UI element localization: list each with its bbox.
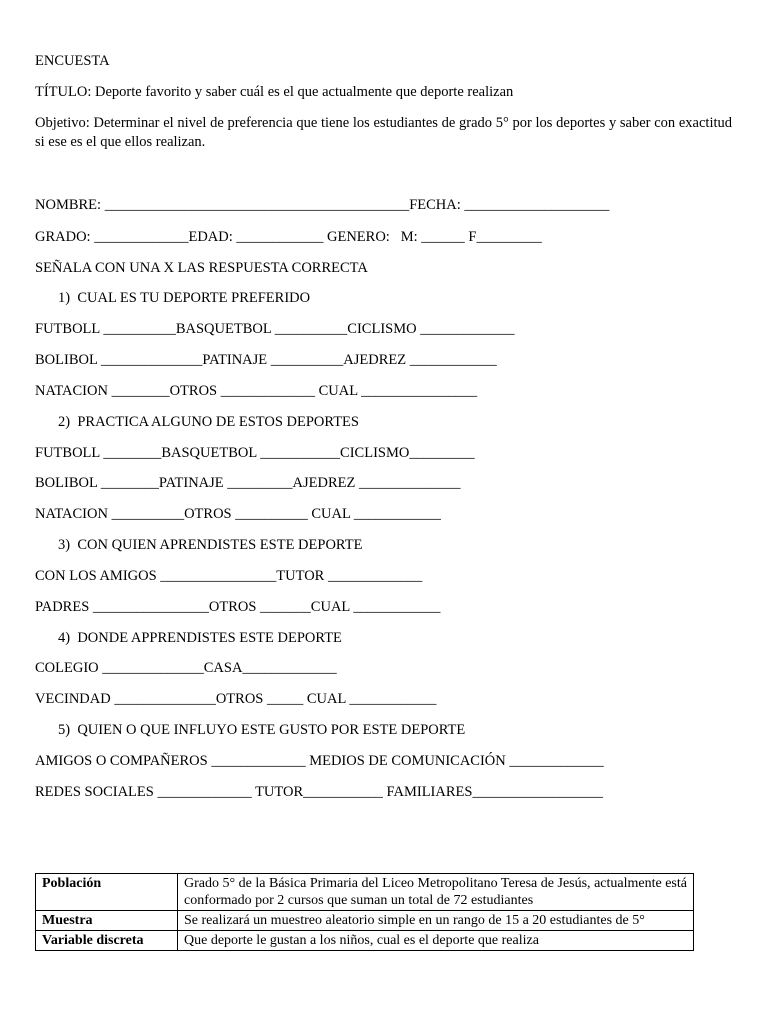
table-row — [36, 911, 694, 931]
row-label: Variable discreta — [36, 931, 178, 951]
table-row — [36, 874, 694, 911]
question-4-options-row[interactable]: VECINDAD ______________OTROS _____ CUAL ____________ — [35, 691, 437, 707]
question-3-options-row[interactable]: PADRES ________________OTROS _______CUAL ____________ — [35, 599, 441, 615]
row-value: Que deporte le gustan a los niños, cual es el deporte que realiza — [178, 931, 694, 951]
question-1-options-row[interactable]: FUTBOLL __________BASQUETBOL __________CICLISMO _____________ — [35, 321, 515, 337]
question-2-options-row[interactable]: NATACION __________OTROS __________ CUAL ____________ — [35, 506, 441, 522]
survey-title: TÍTULO: Deporte favorito y saber cuál es el que actualmente que deporte realizan — [35, 84, 514, 100]
grade-age-gender-line[interactable]: GRADO: _____________EDAD: ____________ GENERO: M: ______ F_________ — [35, 229, 542, 245]
survey-objective: Objetivo: Determinar el nivel de preferencia que tiene los estudiantes de grado 5° por los deportes y saber con exactitud si ese es el que ellos realizan. — [35, 115, 732, 150]
question-1-options-row[interactable]: BOLIBOL ______________PATINAJE __________AJEDREZ ____________ — [35, 352, 497, 368]
question-2-options-row[interactable]: FUTBOLL ________BASQUETBOL ___________CICLISMO_________ — [35, 445, 475, 461]
question-3-options-row[interactable]: CON LOS AMIGOS ________________TUTOR _____________ — [35, 568, 423, 584]
question-5-options-row[interactable]: AMIGOS O COMPAÑEROS _____________ MEDIOS DE COMUNICACIÓN _____________ — [35, 753, 604, 769]
question-5-options-row[interactable]: REDES SOCIALES _____________ TUTOR___________ FAMILIARES__________________ — [35, 784, 603, 800]
instruction: SEÑALA CON UNA X LAS RESPUESTA CORRECTA — [35, 260, 368, 276]
summary-table — [35, 873, 694, 951]
row-value: Grado 5° de la Básica Primaria del Liceo Metropolitano Teresa de Jesús, actualmente está conformado por 2 cursos que suman un total de 72 estudiantes — [178, 874, 694, 911]
question-1-options-row[interactable]: NATACION ________OTROS _____________ CUAL ________________ — [35, 383, 478, 399]
row-label: Población — [36, 874, 178, 911]
question-5-title: 5) QUIEN O QUE INFLUYO ESTE GUSTO POR ESTE DEPORTE — [58, 722, 466, 738]
question-2-title: 2) PRACTICA ALGUNO DE ESTOS DEPORTES — [58, 414, 359, 430]
question-3-title: 3) CON QUIEN APRENDISTES ESTE DEPORTE — [58, 537, 363, 553]
question-4-options-row[interactable]: COLEGIO ______________CASA_____________ — [35, 660, 337, 676]
question-1-title: 1) CUAL ES TU DEPORTE PREFERIDO — [58, 290, 311, 306]
question-4-title: 4) DONDE APPRENDISTES ESTE DEPORTE — [58, 630, 342, 646]
row-value: Se realizará un muestreo aleatorio simple en un rango de 15 a 20 estudiantes de 5° — [178, 911, 694, 931]
question-2-options-row[interactable]: BOLIBOL ________PATINAJE _________AJEDREZ ______________ — [35, 475, 461, 491]
row-label: Muestra — [36, 911, 178, 931]
name-date-line[interactable]: NOMBRE: __________________________________________FECHA: ____________________ — [35, 197, 610, 213]
doc-type: ENCUESTA — [35, 53, 110, 69]
table-row — [36, 931, 694, 951]
